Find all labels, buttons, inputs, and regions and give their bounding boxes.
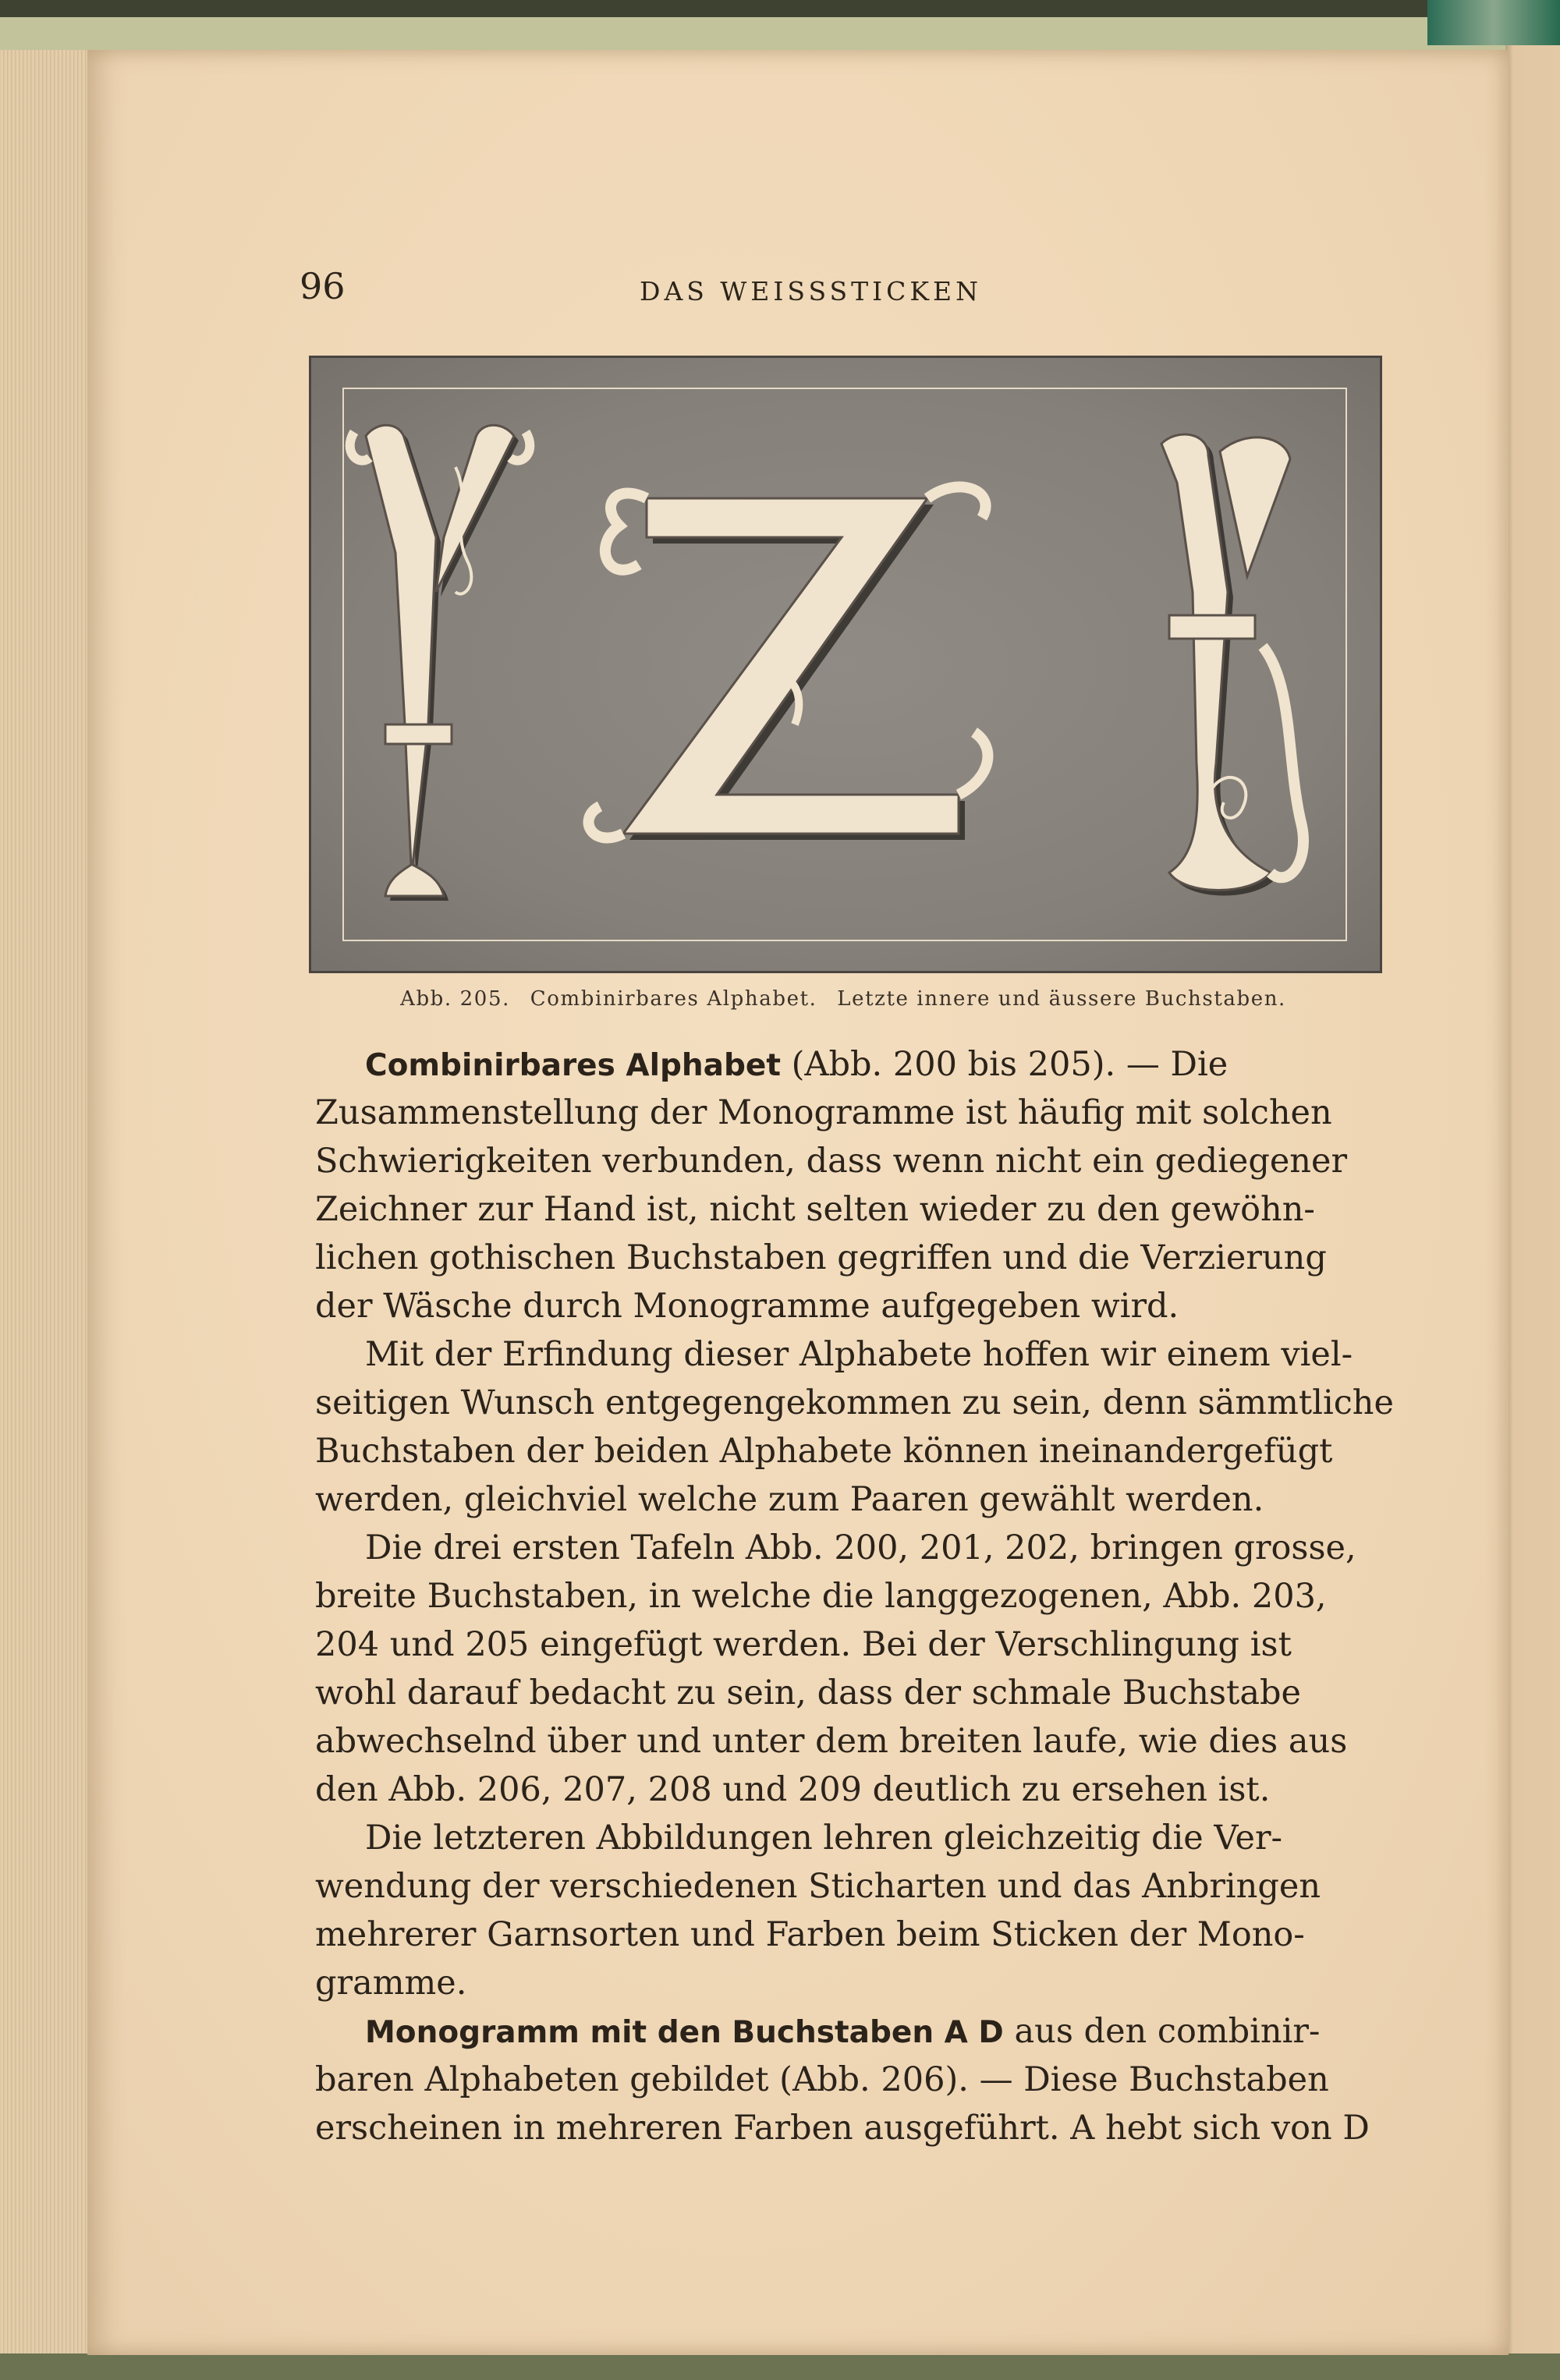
paragraph-1-line-5: lichen gothischen Buchstaben gegriffen und die Verzierung	[315, 1238, 1327, 1277]
ornamental-letters	[311, 358, 1380, 971]
paragraph-5-line-1	[315, 2007, 1399, 2056]
book-cover-top	[0, 0, 1560, 17]
stacked-page-edges	[0, 50, 92, 2358]
ornamental-letter-z	[589, 487, 988, 840]
book-cover-bottom	[0, 2353, 1560, 2380]
figure-caption	[309, 987, 1377, 1011]
paragraph-5-line-3: erscheinen in mehreren Farben ausgeführt. A hebt sich von D	[315, 2109, 1370, 2148]
section-heading: Combinirbares Alphabet	[365, 1048, 781, 1083]
paragraph-3-line-1: Die drei ersten Tafeln Abb. 200, 201, 202, bringen grosse,	[365, 1528, 1356, 1567]
ornamental-letter-j	[1161, 434, 1303, 896]
body-text	[315, 1040, 1399, 2152]
facing-page-edge	[1505, 45, 1560, 2355]
caption-title: Combinirbares Alphabet.	[530, 987, 817, 1011]
line-text: (Abb. 200 bis 205). — Die	[791, 1045, 1228, 1084]
paragraph-3-line-4: wohl darauf bedacht zu sein, dass der schmale Buchstabe	[315, 1673, 1301, 1712]
page-number: 96	[300, 265, 346, 307]
paragraph-3-line-6: den Abb. 206, 207, 208 und 209 deutlich zu ersehen ist.	[315, 1770, 1271, 1809]
paragraph-3-line-2: breite Buchstaben, in welche die langgezogenen, Abb. 203,	[315, 1577, 1327, 1616]
line-text: aus den combinir-	[1014, 2012, 1321, 2051]
paragraph-4-line-3: mehrerer Garnsorten und Farben beim Sticken der Mono-	[315, 1915, 1305, 1954]
paragraph-4-line-2: wendung der verschiedenen Sticharten und das Anbringen	[315, 1867, 1321, 1906]
paragraph-2-line-1: Mit der Erfindung dieser Alphabete hoffen wir einem viel-	[365, 1335, 1353, 1374]
paragraph-2-line-4: werden, gleichviel welche zum Paaren gewählt werden.	[315, 1480, 1264, 1519]
paragraph-1-line-1	[315, 1040, 1399, 1089]
paragraph-1-line-4: Zeichner zur Hand ist, nicht selten wieder zu den gewöhn-	[315, 1190, 1315, 1229]
paragraph-1-line-6: der Wäsche durch Monogramme aufgegeben wird.	[315, 1287, 1179, 1326]
paragraph-5-line-2: baren Alphabeten gebildet (Abb. 206). — Diese Buchstaben	[315, 2060, 1329, 2099]
paragraph-3-line-5: abwechselnd über und unter dem breiten laufe, wie dies aus	[315, 1722, 1348, 1761]
figure-plate	[309, 356, 1382, 973]
book-cover-strip	[0, 17, 1560, 50]
paragraph-4-line-1: Die letzteren Abbildungen lehren gleichzeitig die Ver-	[365, 1819, 1283, 1858]
paragraph-4-line-4: gramme.	[315, 1964, 467, 2003]
bookmark-ribbon	[1427, 0, 1560, 45]
caption-abb-label: Abb. 205.	[400, 987, 510, 1011]
paragraph-1-line-2: Zusammenstellung der Monogramme ist häufig mit solchen	[315, 1093, 1332, 1132]
paragraph-2-line-3: Buchstaben der beiden Alphabete können ineinandergefügt	[315, 1432, 1333, 1471]
section-heading: Monogramm mit den Buchstaben A D	[365, 2015, 1004, 2050]
caption-subtitle: Letzte innere und äussere Buchstaben.	[837, 987, 1286, 1011]
paragraph-1-line-3: Schwierigkeiten verbunden, dass wenn nicht ein gediegener	[315, 1142, 1348, 1181]
paragraph-2-line-2: seitigen Wunsch entgegengekommen zu sein, denn sämmtliche	[315, 1383, 1394, 1422]
running-head: DAS WEISSSTICKEN	[640, 276, 983, 306]
ornamental-letter-y	[350, 425, 530, 901]
paragraph-3-line-3: 204 und 205 eingefügt werden. Bei der Verschlingung ist	[315, 1625, 1292, 1664]
